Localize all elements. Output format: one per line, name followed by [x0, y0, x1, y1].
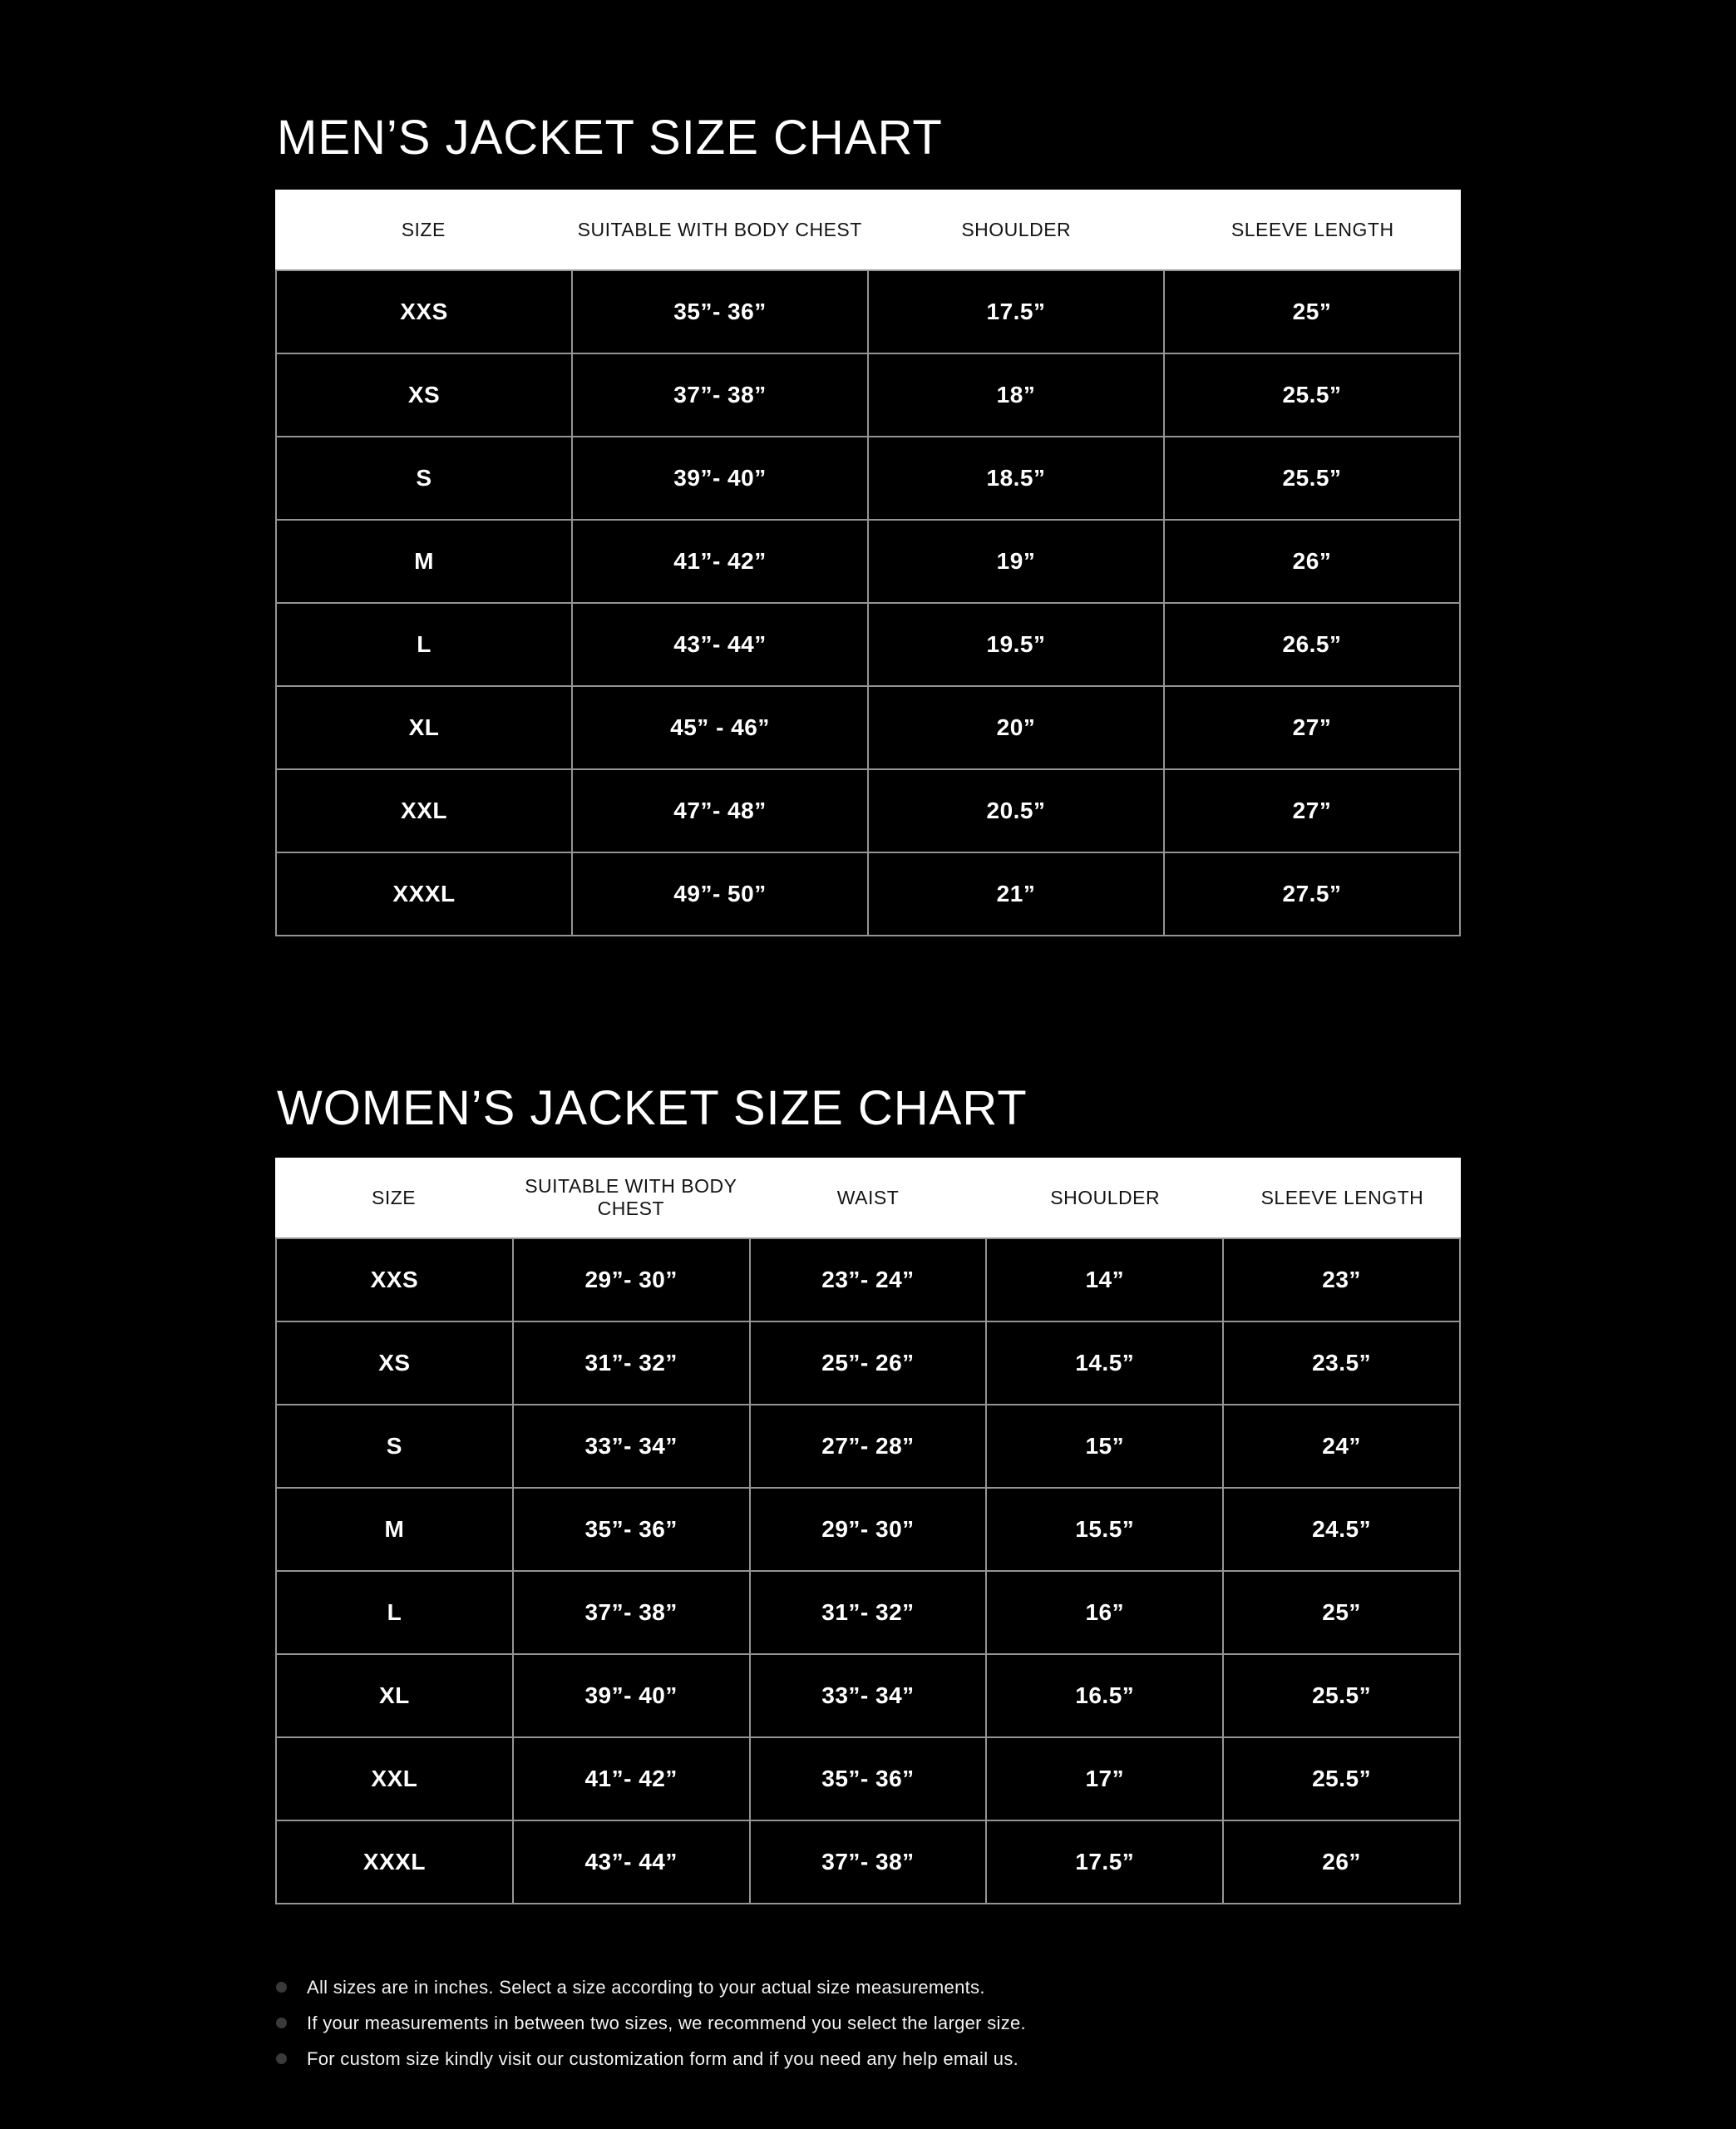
measurement-cell: 33”- 34” [750, 1654, 987, 1737]
measurement-cell: 19” [868, 520, 1164, 603]
measurement-cell: 25” [1164, 270, 1460, 353]
measurement-cell: 39”- 40” [513, 1654, 750, 1737]
measurement-cell: 41”- 42” [513, 1737, 750, 1820]
womens-size-table [275, 1158, 1461, 1904]
measurement-cell: 16.5” [986, 1654, 1223, 1737]
measurement-cell: 18” [868, 353, 1164, 437]
measurement-cell: 15.5” [986, 1488, 1223, 1571]
size-cell: XXXL [276, 1820, 513, 1904]
table-row [276, 437, 1460, 520]
mens-table-body [275, 269, 1461, 936]
measurement-cell: 37”- 38” [513, 1571, 750, 1654]
measurement-cell: 27” [1164, 769, 1460, 852]
size-cell: S [276, 437, 572, 520]
measurement-cell: 25.5” [1164, 437, 1460, 520]
column-header: SIZE [372, 1186, 417, 1208]
table-row [276, 1571, 1460, 1654]
size-cell: XS [276, 353, 572, 437]
size-cell: XXS [276, 1238, 513, 1321]
column-header: SIZE [401, 218, 446, 240]
measurement-cell: 25.5” [1164, 353, 1460, 437]
measurement-cell: 26” [1164, 520, 1460, 603]
womens-size-chart-section [275, 1081, 1461, 1904]
measurement-cell: 29”- 30” [750, 1488, 987, 1571]
mens-size-table [275, 190, 1461, 936]
measurement-cell: 31”- 32” [750, 1571, 987, 1654]
bullet-icon [276, 2018, 287, 2028]
measurement-cell: 39”- 40” [572, 437, 868, 520]
table-row [276, 769, 1460, 852]
table-row [276, 1654, 1460, 1737]
table-row [276, 1238, 1460, 1321]
bullet-icon [276, 1982, 287, 1993]
size-cell: XL [276, 1654, 513, 1737]
measurement-cell: 25.5” [1223, 1654, 1460, 1737]
column-header: SHOULDER [1050, 1186, 1161, 1208]
mens-chart-title: MEN’S JACKET SIZE CHART [277, 111, 943, 165]
column-header: SUITABLE WITH BODY CHEST [525, 1175, 737, 1219]
measurement-cell: 16” [986, 1571, 1223, 1654]
womens-table-header-row [275, 1158, 1461, 1237]
size-cell: XXS [276, 270, 572, 353]
measurement-cell: 23” [1223, 1238, 1460, 1321]
measurement-cell: 47”- 48” [572, 769, 868, 852]
womens-table-body [275, 1237, 1461, 1904]
size-cell: L [276, 603, 572, 686]
table-row [276, 1488, 1460, 1571]
table-row [276, 1737, 1460, 1820]
measurement-cell: 49”- 50” [572, 852, 868, 936]
table-row [276, 852, 1460, 936]
measurement-cell: 45” - 46” [572, 686, 868, 769]
size-notes-list [276, 1978, 1461, 2068]
measurement-cell: 20” [868, 686, 1164, 769]
measurement-cell: 17.5” [986, 1820, 1223, 1904]
measurement-cell: 15” [986, 1405, 1223, 1488]
size-cell: XXL [276, 769, 572, 852]
table-row [276, 1820, 1460, 1904]
measurement-cell: 27.5” [1164, 852, 1460, 936]
measurement-cell: 14.5” [986, 1321, 1223, 1405]
measurement-cell: 23”- 24” [750, 1238, 987, 1321]
measurement-cell: 27” [1164, 686, 1460, 769]
measurement-cell: 33”- 34” [513, 1405, 750, 1488]
size-cell: M [276, 1488, 513, 1571]
measurement-cell: 26” [1223, 1820, 1460, 1904]
size-cell: XXXL [276, 852, 572, 936]
measurement-cell: 43”- 44” [513, 1820, 750, 1904]
size-cell: L [276, 1571, 513, 1654]
size-cell: M [276, 520, 572, 603]
measurement-cell: 21” [868, 852, 1164, 936]
measurement-cell: 27”- 28” [750, 1405, 987, 1488]
size-cell: XS [276, 1321, 513, 1405]
column-header: SUITABLE WITH BODY CHEST [577, 218, 862, 240]
bullet-icon [276, 2053, 287, 2064]
column-header: SLEEVE LENGTH [1230, 218, 1394, 240]
measurement-cell: 17.5” [868, 270, 1164, 353]
table-row [276, 353, 1460, 437]
measurement-cell: 19.5” [868, 603, 1164, 686]
table-row [276, 270, 1460, 353]
measurement-cell: 25.5” [1223, 1737, 1460, 1820]
mens-table-header-row [275, 190, 1461, 269]
note-item [276, 1978, 1461, 1997]
column-header: SLEEVE LENGTH [1260, 1186, 1424, 1208]
womens-chart-title: WOMEN’S JACKET SIZE CHART [277, 1081, 1028, 1135]
measurement-cell: 35”- 36” [750, 1737, 987, 1820]
table-row [276, 603, 1460, 686]
mens-size-chart-section [275, 111, 1461, 936]
column-header: SHOULDER [961, 218, 1072, 240]
measurement-cell: 14” [986, 1238, 1223, 1321]
measurement-cell: 31”- 32” [513, 1321, 750, 1405]
measurement-cell: 37”- 38” [750, 1820, 987, 1904]
measurement-cell: 24.5” [1223, 1488, 1460, 1571]
measurement-cell: 29”- 30” [513, 1238, 750, 1321]
note-text: If your measurements in between two sizes, we recommend you select the larger size. [307, 2013, 1026, 2033]
measurement-cell: 23.5” [1223, 1321, 1460, 1405]
measurement-cell: 18.5” [868, 437, 1164, 520]
measurement-cell: 35”- 36” [572, 270, 868, 353]
table-row [276, 686, 1460, 769]
note-text: All sizes are in inches. Select a size according to your actual size measurements. [307, 1977, 985, 1998]
measurement-cell: 41”- 42” [572, 520, 868, 603]
size-cell: XXL [276, 1737, 513, 1820]
table-row [276, 1321, 1460, 1405]
measurement-cell: 43”- 44” [572, 603, 868, 686]
note-text: For custom size kindly visit our customization form and if you need any help email us. [307, 2048, 1019, 2069]
note-item [276, 2013, 1461, 2033]
size-cell: S [276, 1405, 513, 1488]
measurement-cell: 17” [986, 1737, 1223, 1820]
measurement-cell: 26.5” [1164, 603, 1460, 686]
measurement-cell: 25”- 26” [750, 1321, 987, 1405]
note-item [276, 2049, 1461, 2068]
size-cell: XL [276, 686, 572, 769]
size-chart-page [275, 0, 1461, 2068]
table-row [276, 1405, 1460, 1488]
table-row [276, 520, 1460, 603]
measurement-cell: 24” [1223, 1405, 1460, 1488]
column-header: WAIST [836, 1186, 900, 1208]
measurement-cell: 20.5” [868, 769, 1164, 852]
measurement-cell: 35”- 36” [513, 1488, 750, 1571]
measurement-cell: 37”- 38” [572, 353, 868, 437]
measurement-cell: 25” [1223, 1571, 1460, 1654]
